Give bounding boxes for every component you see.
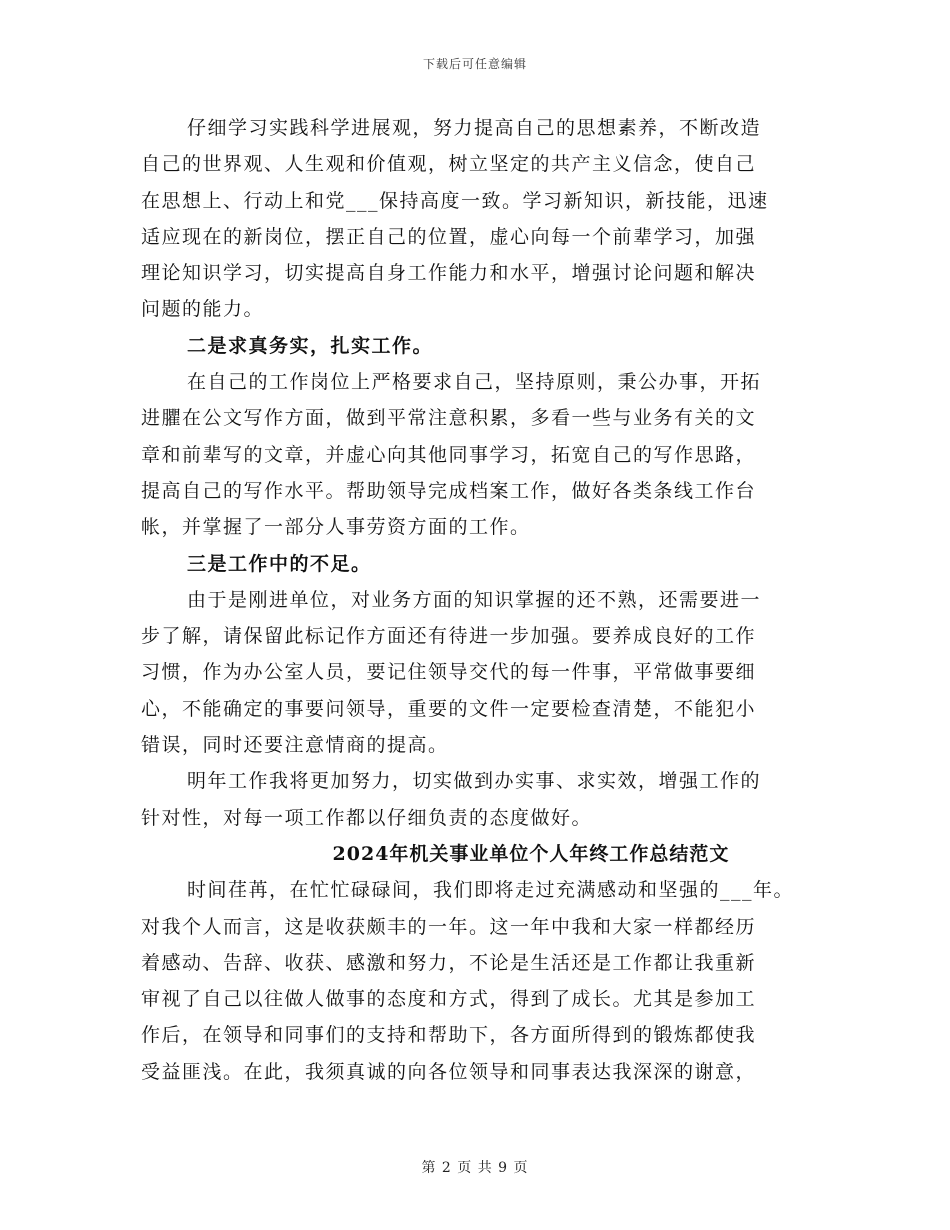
- body-line: 习惯，作为办公室人员，要记住领导交代的每一件事，平常做事要细: [141, 661, 757, 684]
- body-line: 审视了自己以往做人做事的态度和方式，得到了成长。尤其是参加工: [141, 988, 757, 1011]
- body-line: 对我个人而言，这是收获颇丰的一年。这一年中我和大家一样都经历: [141, 915, 757, 938]
- section-heading: 三是工作中的不足。: [187, 552, 372, 575]
- body-line: 明年工作我将更加努力，切实做到办实事、求实效，增强工作的: [187, 770, 762, 793]
- body-line: 问题的能力。: [141, 298, 265, 321]
- section-heading: 二是求真务实，扎实工作。: [187, 334, 434, 357]
- body-line: 在自己的工作岗位上严格要求自己，坚持原则，秉公办事，开拓: [187, 371, 762, 394]
- body-line: 针对性，对每一项工作都以仔细负责的态度做好。: [141, 806, 593, 829]
- body-line: 提高自己的写作水平。帮助领导完成档案工作，做好各类条线工作台: [141, 479, 757, 502]
- body-line: 错误，同时还要注意情商的提高。: [141, 734, 449, 757]
- body-line: 帐，并掌握了一部分人事劳资方面的工作。: [141, 516, 531, 539]
- body-line: 在思想上、行动上和党___保持高度一致。学习新知识，新技能，迅速: [141, 189, 769, 212]
- body-line: 作后，在领导和同事们的支持和帮助下，各方面所得到的锻炼都使我: [141, 1024, 757, 1047]
- header-note: 下载后可任意编辑: [422, 57, 527, 71]
- body-line: 仔细学习实践科学进展观，努力提高自己的思想素养，不断改造: [187, 117, 762, 139]
- body-line: 时间荏苒，在忙忙碌碌间，我们即将走过充满感动和坚强的___年。: [187, 879, 795, 902]
- body-line: 进臞在公文写作方面，做到平常注意积累，多看一些与业务有关的文: [141, 407, 757, 430]
- body-line: 由于是刚进单位，对业务方面的知识掌握的还不熟，还需要进一: [187, 588, 762, 611]
- page-number: 第 2 页 共 9 页: [421, 1160, 529, 1176]
- body-line: 受益匪浅。在此，我须真诚的向各位领导和同事表达我深深的谢意，: [141, 1060, 757, 1083]
- document-body: [141, 110, 831, 1090]
- body-line: 章和前辈写的文章，并虚心向其他同事学习，拓宽自己的写作思路，: [141, 443, 757, 466]
- body-line: 适应现在的新岗位，摆正自己的位置，虚心向每一个前辈学习，加强: [141, 225, 757, 248]
- body-line: 自己的世界观、人生观和价值观，树立坚定的共产主义信念，使自己: [141, 153, 757, 176]
- body-line: 着感动、告辞、收获、感激和努力，不论是生活还是工作都让我重新: [141, 951, 757, 974]
- body-line: 步了解，请保留此标记作方面还有待进一步加强。要养成良好的工作: [141, 625, 757, 648]
- body-line: 理论知识学习，切实提高自身工作能力和水平，增强讨论问题和解决: [141, 262, 757, 285]
- body-line: 心，不能确定的事要问领导，重要的文件一定要检查清楚，不能犯小: [141, 697, 757, 720]
- article-title: 2024年机关事业单位个人年终工作总结范文: [332, 842, 730, 865]
